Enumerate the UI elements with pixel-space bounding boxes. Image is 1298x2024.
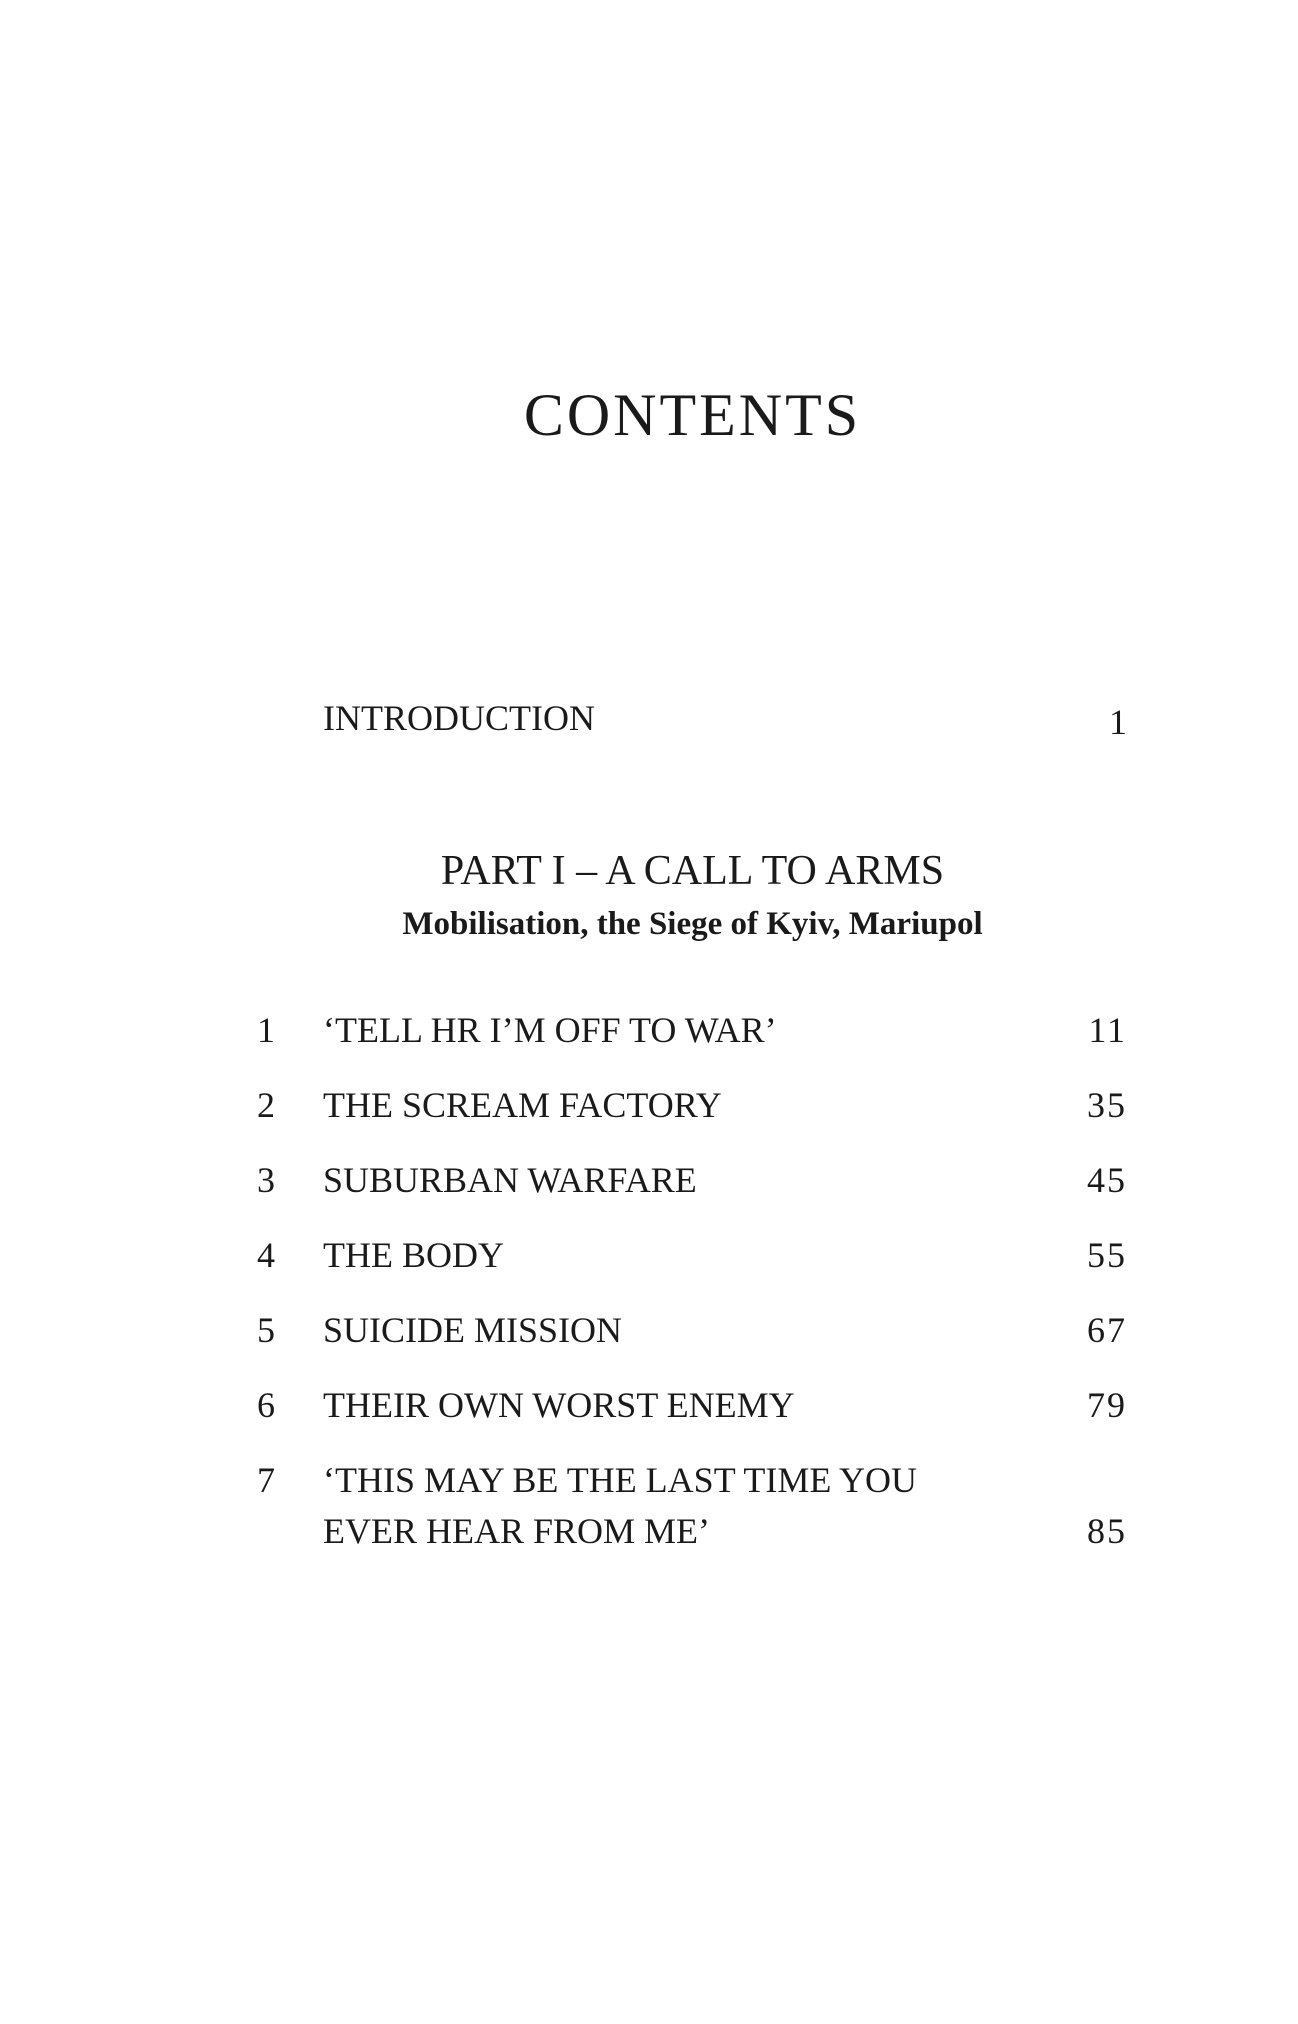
chapter-page-number: 55 [1087, 1235, 1127, 1275]
page-title: CONTENTS [523, 382, 862, 448]
toc-entry-chapter-2[interactable] [257, 1080, 1127, 1155]
part-subtitle: Mobilisation, the Siege of Kyiv, Mariupol [402, 906, 983, 942]
chapter-number: 5 [257, 1310, 275, 1350]
toc-entry-chapter-1[interactable] [257, 1005, 1127, 1080]
chapter-number: 3 [257, 1160, 275, 1200]
toc-entry-chapter-7[interactable] [257, 1455, 1127, 1575]
chapter-title: SUBURBAN WARFARE [323, 1160, 697, 1200]
entry-title: INTRODUCTION [323, 698, 595, 738]
chapter-page-number: 35 [1087, 1085, 1127, 1125]
toc-entry-chapter-5[interactable] [257, 1305, 1127, 1380]
chapter-number: 2 [257, 1085, 275, 1125]
toc-entry-chapter-3[interactable] [257, 1155, 1127, 1230]
toc-entry-chapter-6[interactable] [257, 1380, 1127, 1455]
chapter-title: THEIR OWN WORST ENEMY [323, 1385, 795, 1425]
chapter-number: 7 [257, 1460, 275, 1500]
chapter-page-number: 85 [1087, 1511, 1127, 1551]
chapter-title: ‘TELL HR I’M OFF TO WAR’ [323, 1010, 777, 1050]
chapter-title: THE BODY [323, 1235, 504, 1275]
chapter-number: 1 [257, 1010, 275, 1050]
chapter-title-line-2: EVER HEAR FROM ME’ [323, 1511, 711, 1551]
chapter-list [257, 1005, 1127, 1575]
chapter-page-number: 67 [1087, 1310, 1127, 1350]
chapter-number: 4 [257, 1235, 275, 1275]
chapter-page-number: 11 [1088, 1010, 1127, 1050]
chapter-title: THE SCREAM FACTORY [323, 1085, 722, 1125]
part-heading: PART I – A CALL TO ARMS [440, 848, 945, 894]
chapter-number: 6 [257, 1385, 275, 1425]
chapter-page-number: 79 [1087, 1385, 1127, 1425]
entry-page-number: 1 [1109, 702, 1127, 742]
chapter-page-number: 45 [1087, 1160, 1127, 1200]
chapter-title-line-1: ‘THIS MAY BE THE LAST TIME YOU [323, 1460, 918, 1500]
toc-entry-chapter-4[interactable] [257, 1230, 1127, 1305]
chapter-title [323, 1455, 963, 1557]
chapter-title: SUICIDE MISSION [323, 1310, 623, 1350]
